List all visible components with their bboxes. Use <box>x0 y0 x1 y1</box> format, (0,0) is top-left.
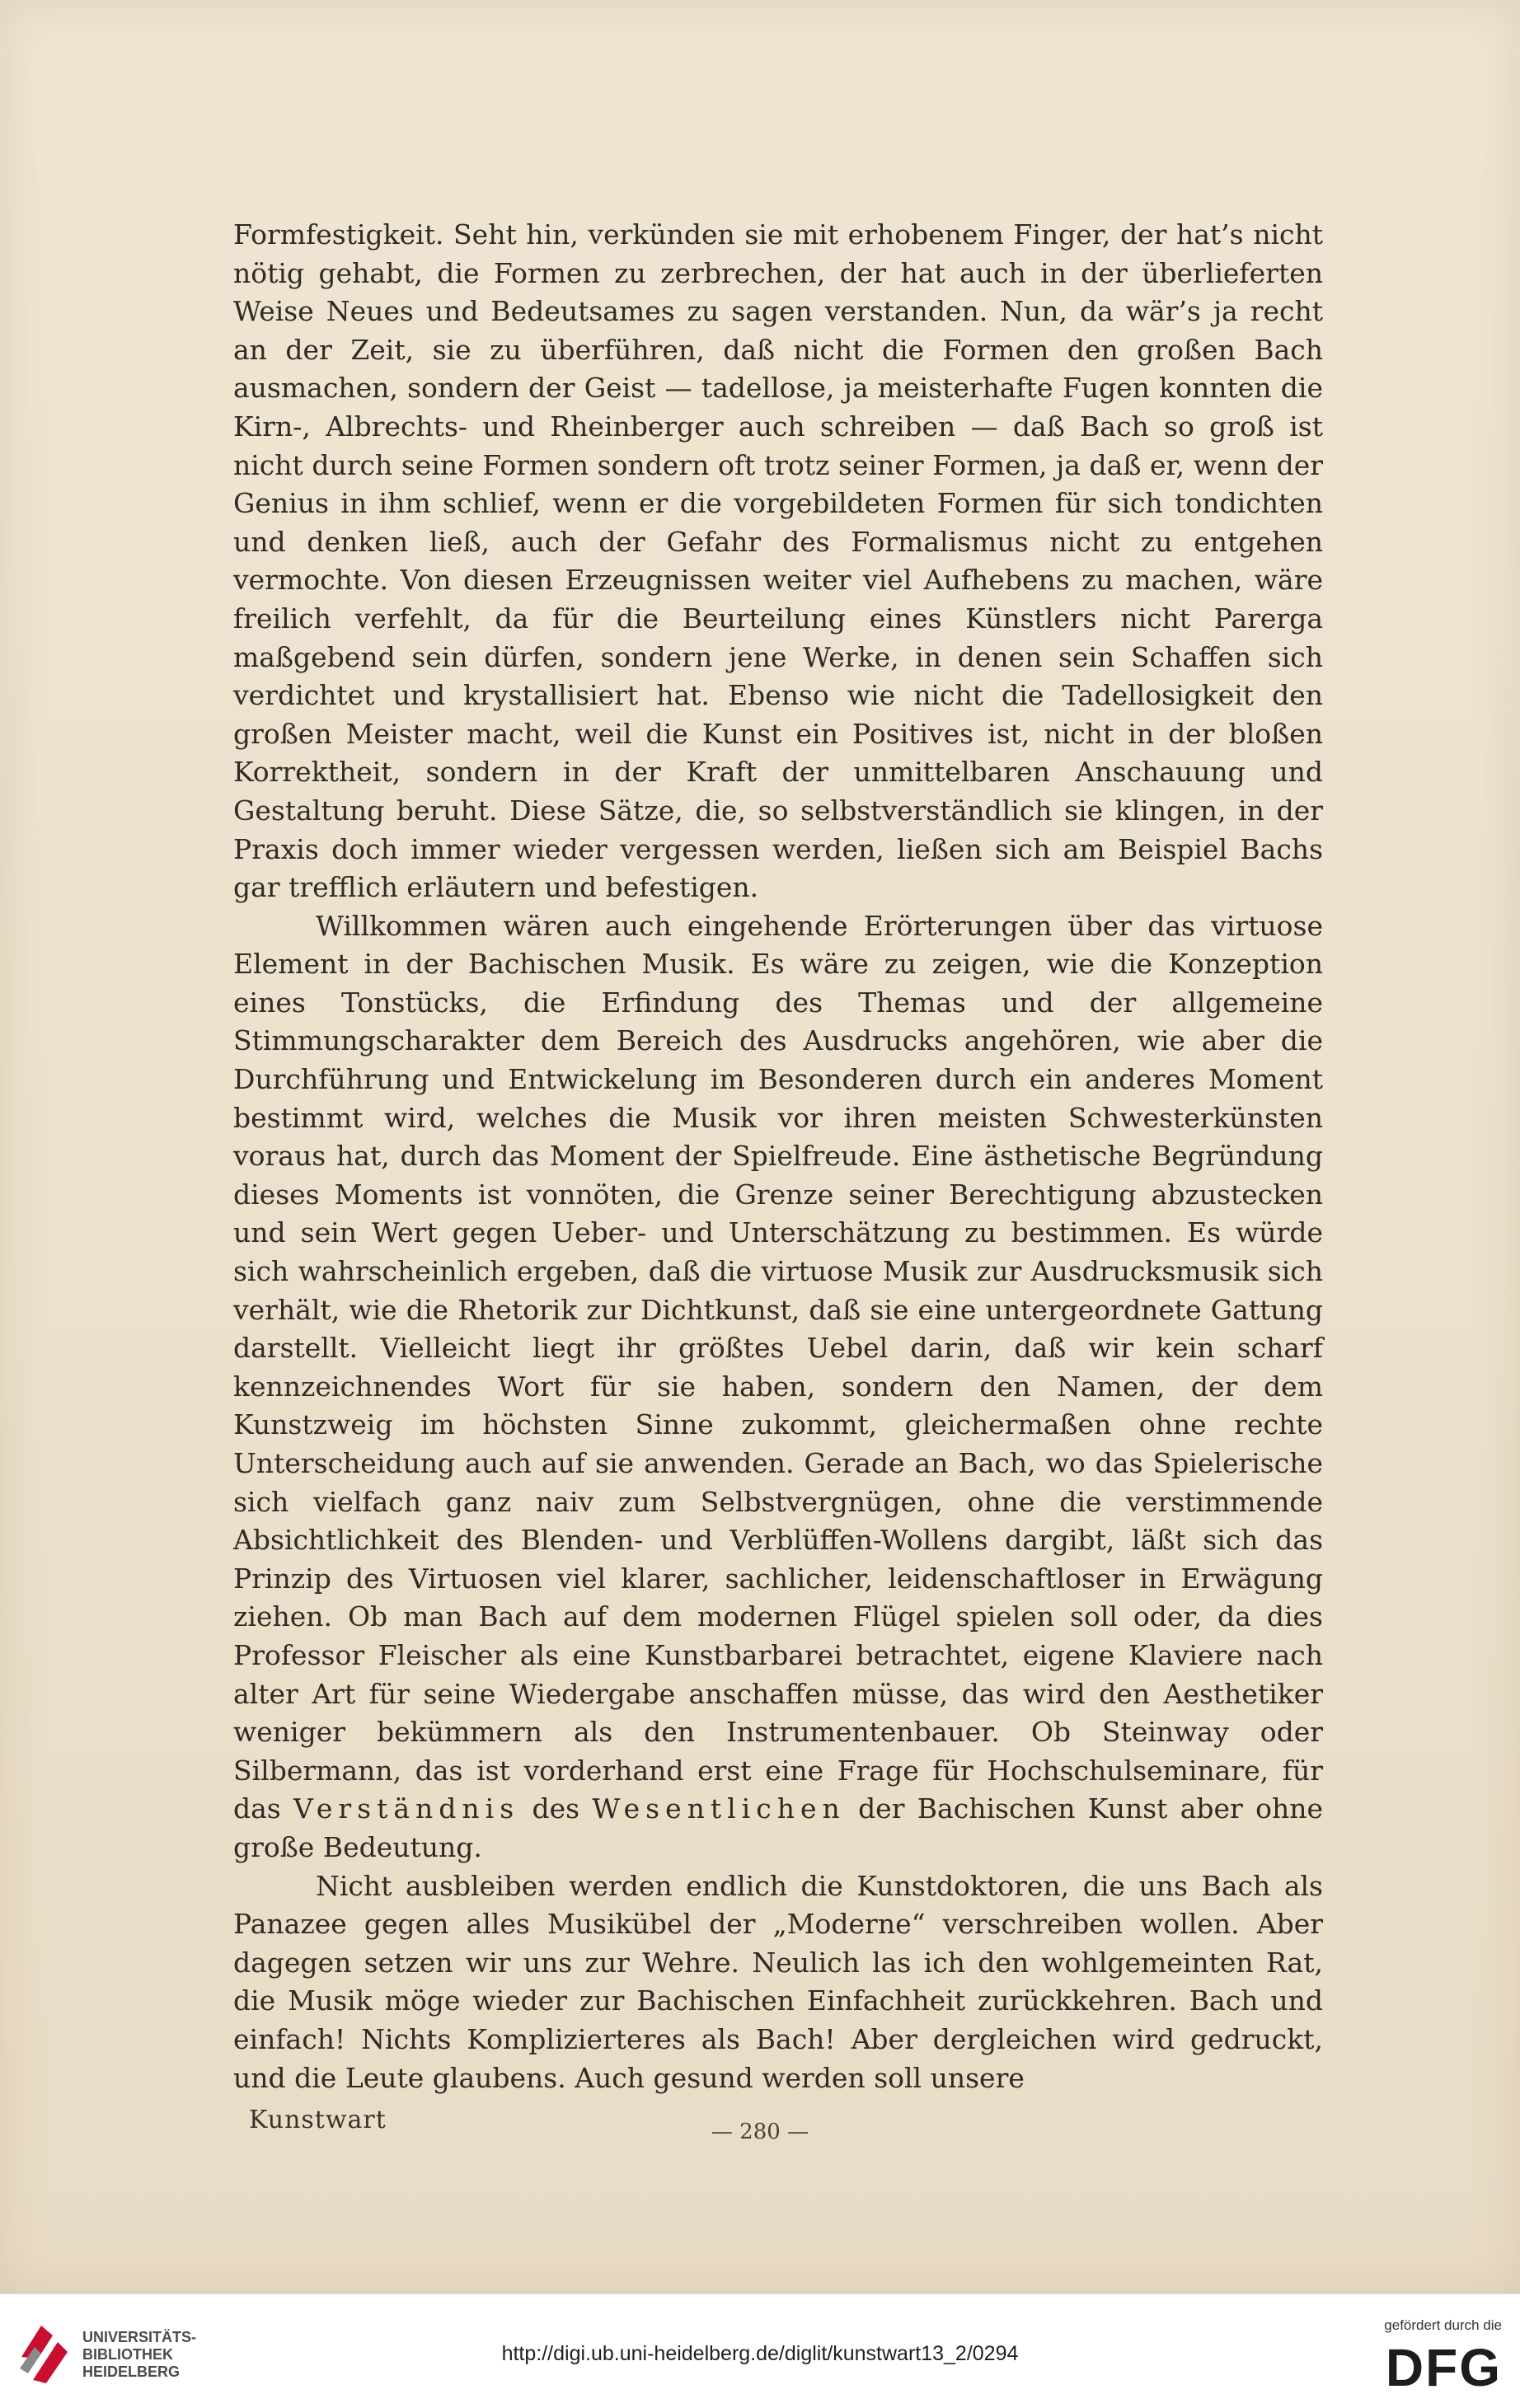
paragraph-3: Nicht ausbleiben werden endlich die Kunstdoktoren, die uns Bach als Panazee gegen alles Musikübel der „Moderne“ verschreiben wollen. Aber dagegen setzen wir uns zur Wehre. Neulich las ich den wohlgemeinten Rat, die Musik möge wieder zur Bachischen Einfachheit zurückkehren. Bach und einfach! Nichts Komplizierteres als Bach! Aber dergleichen wird gedruckt, und die Leute glaubens. Auch gesund werden soll unsere <box>233 1869 1323 2094</box>
paragraph-2-text: Willkommen wären auch eingehende Erörterungen über das virtuose Element in der Bachischen Musik. Es wäre zu zeigen, wie die Konzeption eines Tonstücks, die Erfindung des Themas und der allgemeine Stimmungscharakter dem Bereich des Ausdrucks angehören, wie aber die Durchführung und Entwickelung im Besonderen durch ein anderes Moment bestimmt wird, welches die Musik vor ihren meisten Schwesterkünsten voraus hat, durch das Moment der Spielfreude. Eine ästhetische Begründung dieses Moments ist vonnöten, die Grenze seiner Berechtigung abzustecken und sein Wert gegen Ueber- und Unterschätzung zu bestimmen. Es würde sich wahrscheinlich ergeben, daß die virtuose Musik zur Ausdrucksmusik sich verhält, wie die Rhetorik zur Dichtkunst, daß sie eine untergeordnete Gattung darstellt. Vielleicht liegt ihr größtes Uebel darin, daß wir kein scharf kennzeichnendes Wort für sie haben, sondern den Namen, der dem Kunstzweig im höchsten Sinne zukommt, gleichermaßen ohne rechte Unterscheidung auch auf sie anwenden. Gerade an Bach, wo das Spielerische sich vielfach ganz naiv zum Selbstvergnügen, ohne die verstimmende Absichtlichkeit des Blenden- und Verblüffen-Wollens dargibt, läßt sich das Prinzip des Virtuosen viel klarer, sachlicher, leidenschaftloser in Erwägung ziehen. Ob man Bach auf dem modernen Flügel spielen soll oder, da dies Professor Fleischer als eine Kunstbarbarei betrachtet, eigene Klaviere nach alter Art für seine Wiedergabe anschaffen müsse, das wird den Aesthetiker weniger bekümmern als den Instrumentenbauer. Ob Steinway oder Silbermann, das ist vorderhand erst eine Frage für Hochschulseminare, für das <box>233 909 1323 1825</box>
digitization-footer-bar <box>0 2293 1520 2408</box>
word-des: des <box>532 1792 580 1825</box>
page-number: — 280 — <box>711 2120 809 2144</box>
library-name-line: HEIDELBERG <box>82 2363 181 2380</box>
library-name-line: UNIVERSITÄTS- <box>82 2329 197 2345</box>
funding-caption: gefördert durch die <box>1384 2317 1502 2333</box>
spaced-word-wesentlichen: Wesentlichen <box>592 1792 846 1825</box>
dfg-logo: DFG <box>1385 2338 1502 2397</box>
permalink-url[interactable]: http://digi.ub.uni-heidelberg.de/diglit/kunstwart13_2/0294 <box>501 2342 1019 2365</box>
spaced-word-verstaendnis: Verständnis <box>293 1792 520 1825</box>
paragraph-2-tail: der Bachischen Kunst aber ohne große Bedeutung. <box>233 1792 1323 1863</box>
body-text <box>233 216 1323 2097</box>
journal-name: Kunstwart <box>249 2106 387 2134</box>
paragraph-1: Formfestigkeit. Seht hin, verkünden sie mit erhobenem Finger, der hat’s nicht nötig gehabt, die Formen zu zerbrechen, der hat auch in der überlieferten Weise Neues und Bedeutsames zu sagen verstanden. Nun, da wär’s ja recht an der Zeit, sie zu überführen, daß nicht die Formen den großen Bach ausmachen, sondern der Geist — tadellose, ja meisterhafte Fugen konnten die Kirn-, Albrechts- und Rheinberger auch schreiben — daß Bach so groß ist nicht durch seine Formen sondern oft trotz seiner Formen, ja daß er, wenn der Genius in ihm schlief, wenn er die vorgebildeten Formen für sich tondichten und denken ließ, auch der Gefahr des Formalismus nicht zu entgehen vermochte. Von diesen Erzeugnissen weiter viel Aufhebens zu machen, wäre freilich verfehlt, da für die Beurteilung eines Künstlers nicht Parerga maßgebend sein dürfen, sondern jene Werke, in denen sein Schaffen sich verdichtet und krystallisiert hat. Ebenso wie nicht die Tadellosigkeit den großen Meister macht, weil die Kunst ein Positives ist, nicht in der bloßen Korrektheit, sondern in der Kraft der unmittelbaren Anschauung und Gestaltung beruht. Diese Sätze, die, so selbstverständlich sie klingen, in der Praxis doch immer wieder vergessen werden, ließen sich am Beispiel Bachs gar trefflich erläutern und befestigen. <box>233 218 1323 904</box>
paragraph-2 <box>233 907 1323 1867</box>
library-name-line: BIBLIOTHEK <box>82 2346 173 2363</box>
